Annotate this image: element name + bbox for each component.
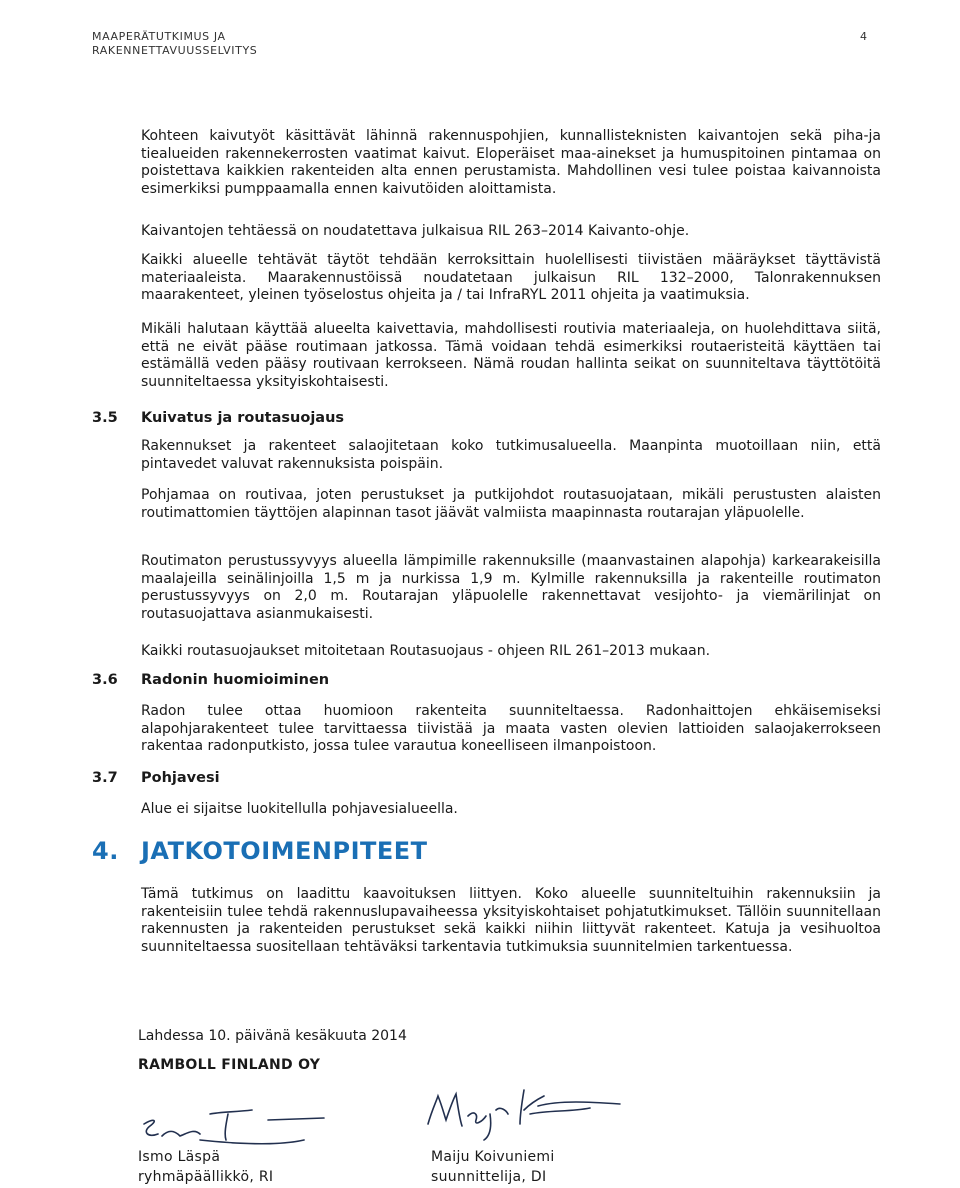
signature-ismo-laspa: [128, 1104, 338, 1152]
place-date: Lahdessa 10. päivänä kesäkuuta 2014: [138, 1028, 407, 1044]
company-name: RAMBOLL FINLAND OY: [138, 1057, 321, 1073]
section-3-7-paragraph-1: Alue ei sijaitse luokitellulla pohjavesialueella.: [141, 801, 458, 817]
chapter-title: JATKOTOIMENPITEET: [141, 837, 428, 865]
section-heading-3-6: [92, 672, 329, 688]
section-heading-3-5: [92, 410, 344, 426]
signer-name: Maiju Koivuniemi: [431, 1149, 555, 1165]
page-number: 4: [860, 30, 867, 43]
intro-paragraph-excavation-guide: Kaivantojen tehtäessä on noudatettava julkaisua RIL 263–2014 Kaivanto-ohje.: [141, 223, 690, 239]
chapter-4-paragraph-1: Tämä tutkimus on laadittu kaavoituksen liittyen. Koko alueelle suunniteltuihin rakennuksiin ja rakenteisiin tulee tehdä rakennuslupavaiheessa yksityiskohtaiset pohjatutkimukset. Tällöin suunnitellaan rakennusten ja rakenteiden perustukset sekä kaikki niihin liittyvät rakenteet. Katuja ja vesihuoltoa suunniteltaessa suositellaan tehtäväksi tarkentavia tutkimuksia suunnitelmien tarkentuessa.: [141, 886, 881, 955]
chapter-heading-4: [92, 837, 428, 865]
section-title: Kuivatus ja routasuojaus: [141, 410, 345, 426]
signer-1: [138, 1147, 273, 1187]
section-number: 3.7: [92, 770, 118, 786]
intro-paragraph-frost: Mikäli halutaan käyttää alueelta kaivettavia, mahdollisesti routivia materiaaleja, on huolehdittava siitä, että ne eivät pääse routimaan jatkossa. Tämä voidaan tehdä esimerkiksi routaeristeitä käyttäen tai estämällä veden pääsy routivaan kerrokseen. Nämä roudan hallinta seikat on suunniteltava täyttötöitä suunniteltaessa yksityiskohtaisesti.: [141, 321, 881, 390]
document-title-line-1: MAAPERÄTUTKIMUS JA: [92, 30, 226, 43]
section-3-5-paragraph-2: Pohjamaa on routivaa, joten perustukset ja putkijohdot routasuojataan, mikäli perustusten alaisten routimattomien täyttöjen alapinnan tasot jäävät valmiista maapinnasta routarajan yläpuolelle.: [141, 487, 881, 521]
section-number: 3.5: [92, 410, 118, 426]
section-3-5-paragraph-1: Rakennukset ja rakenteet salaojitetaan koko tutkimusalueella. Maanpinta muotoillaan niin, että pintavedet valuvat rakennuksista poispäin.: [141, 438, 881, 472]
signer-2: [431, 1147, 555, 1187]
section-title: Radonin huomioiminen: [141, 672, 330, 688]
chapter-number: 4.: [92, 837, 119, 865]
signer-title: ryhmäpäällikkö, RI: [138, 1169, 274, 1185]
signer-title: suunnittelija, DI: [431, 1169, 547, 1185]
section-3-5-paragraph-4: Kaikki routasuojaukset mitoitetaan Routasuojaus - ohjeen RIL 261–2013 mukaan.: [141, 643, 711, 659]
signature-maiju-koivuniemi: [420, 1080, 680, 1144]
section-3-5-paragraph-3: Routimaton perustussyvyys alueella lämpimille rakennuksille (maanvastainen alapohja) karkearakeisilla maalajeilla seinälinjoilla 1,5 m ja nurkissa 1,9 m. Kylmille rakennuksilla ja rakenteille routimaton perustussyvyys on 2,0 m. Routarajan yläpuolelle rakennettavat vesijohto- ja viemärilinjat on routasuojattava asianmukaisesti.: [141, 553, 881, 622]
section-3-6-paragraph-1: Radon tulee ottaa huomioon rakenteita suunniteltaessa. Radonhaittojen ehkäisemiseksi alapohjarakenteet tulee tarvittaessa tiivistää ja maata vasten olevien lattioiden salaojakerrokseen rakentaa radonputkisto, jossa tulee varautua koneelliseen ilmanpoistoon.: [141, 703, 881, 755]
section-number: 3.6: [92, 672, 118, 688]
signer-name: Ismo Läspä: [138, 1149, 221, 1165]
section-heading-3-7: [92, 770, 220, 786]
intro-paragraph-excavation: Kohteen kaivutyöt käsittävät lähinnä rakennuspohjien, kunnallisteknisten kaivantojen sekä piha-ja tiealueiden rakennekerrosten vaatimat kaivut. Eloperäiset maa-ainekset ja humuspitoinen pintamaa on poistettava kaikkien rakenteiden alta ennen perustamista. Mahdollinen vesi tulee poistaa kaivannoista esimerkiksi pumppaamalla ennen kaivutöiden aloittamista.: [141, 128, 881, 197]
intro-paragraph-fills: Kaikki alueelle tehtävät täytöt tehdään kerroksittain huolellisesti tiivistäen määräykset täyttävistä materiaaleista. Maarakennustöissä noudatetaan julkaisun RIL 132–2000, Talonrakennuksen maarakenteet, yleinen työselostus ohjeita ja / tai InfraRYL 2011 ohjeita ja vaatimuksia.: [141, 252, 881, 304]
document-title: [92, 30, 257, 57]
section-title: Pohjavesi: [141, 770, 220, 786]
document-title-line-2: RAKENNETTAVUUSSELVITYS: [92, 43, 258, 57]
